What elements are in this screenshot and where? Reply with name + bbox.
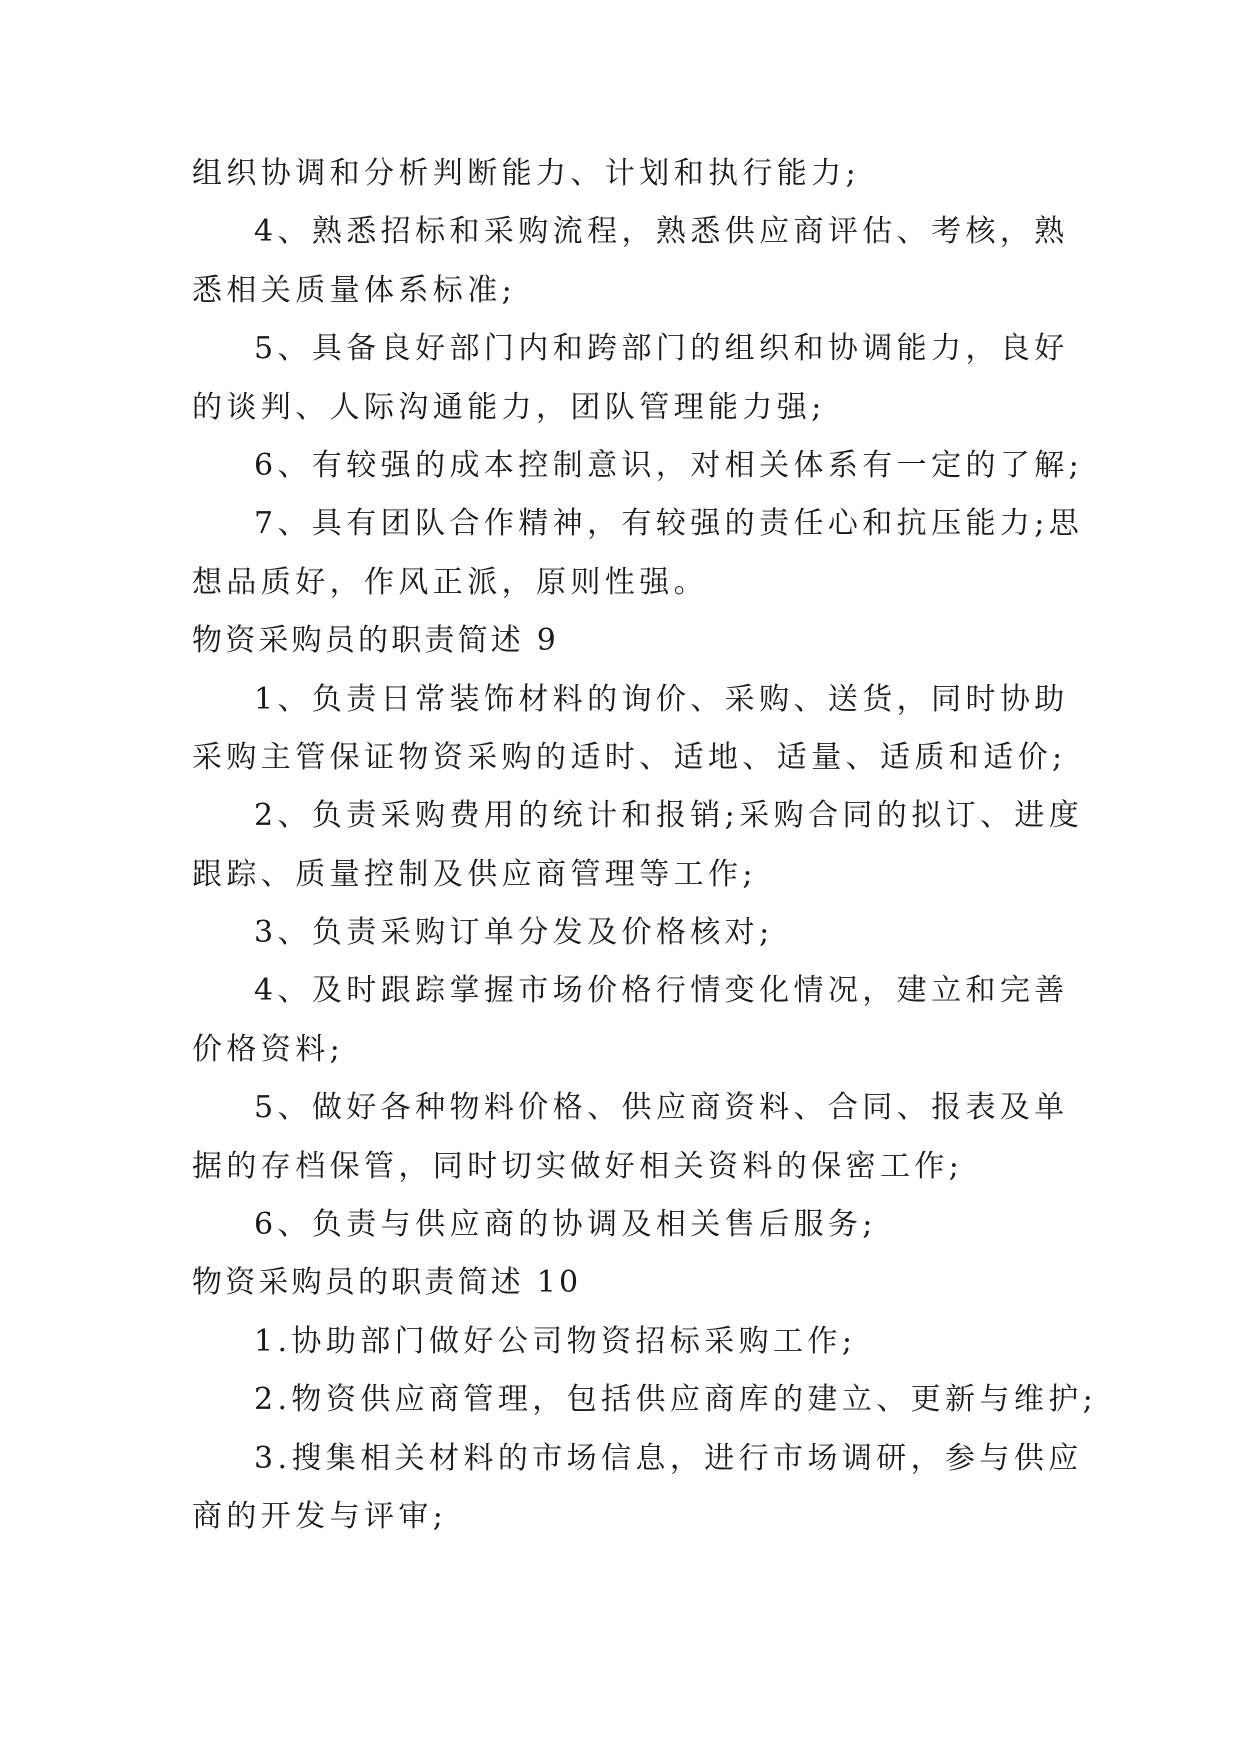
text-line: 商的开发与评审; bbox=[192, 1498, 448, 1534]
text-line: 的谈判、人际沟通能力，团队管理能力强; bbox=[192, 389, 826, 425]
list-item: 2、负责采购费用的统计和报销;采购合同的拟订、进度 bbox=[254, 798, 1084, 834]
list-item: 1、负责日常装饰材料的询价、采购、送货，同时协助 bbox=[254, 681, 1069, 717]
text-line: 组织协调和分析判断能力、计划和执行能力; bbox=[192, 156, 861, 191]
list-item: 7、具有团队合作精神，有较强的责任心和抗压能力;思 bbox=[254, 506, 1084, 542]
text-line: 据的存档保管，同时切实做好相关资料的保密工作; bbox=[192, 1148, 964, 1184]
text-line: 价格资料; bbox=[192, 1031, 345, 1067]
list-item: 3.搜集相关材料的市场信息，进行市场调研，参与供应 bbox=[254, 1440, 1083, 1476]
document-body bbox=[192, 145, 1098, 1546]
list-item: 4、及时跟踪掌握市场价格行情变化情况，建立和完善 bbox=[254, 973, 1069, 1009]
text-line: 跟踪、质量控制及供应商管理等工作; bbox=[192, 856, 757, 892]
list-item: 5、做好各种物料价格、供应商资料、合同、报表及单 bbox=[254, 1090, 1069, 1126]
text-line: 悉相关质量体系标准; bbox=[192, 272, 517, 308]
list-item: 6、有较强的成本控制意识，对相关体系有一定的了解; bbox=[254, 447, 1084, 483]
section-heading: 物资采购员的职责简述 10 bbox=[192, 1265, 582, 1301]
list-item: 2.物资供应商管理，包括供应商库的建立、更新与维护; bbox=[254, 1382, 1098, 1418]
text-line: 想品质好，作风正派，原则性强。 bbox=[192, 564, 708, 600]
list-item: 6、负责与供应商的协调及相关售后服务; bbox=[254, 1207, 877, 1243]
list-item: 1.协助部门做好公司物资招标采购工作; bbox=[254, 1323, 857, 1359]
text-line: 采购主管保证物资采购的适时、适地、适量、适质和适价; bbox=[192, 739, 1067, 775]
section-heading: 物资采购员的职责简述 9 bbox=[192, 623, 560, 659]
list-item: 3、负责采购订单分发及价格核对; bbox=[254, 915, 774, 951]
list-item: 5、具备良好部门内和跨部门的组织和协调能力，良好 bbox=[254, 331, 1069, 367]
list-item: 4、熟悉招标和采购流程，熟悉供应商评估、考核，熟 bbox=[254, 214, 1069, 250]
